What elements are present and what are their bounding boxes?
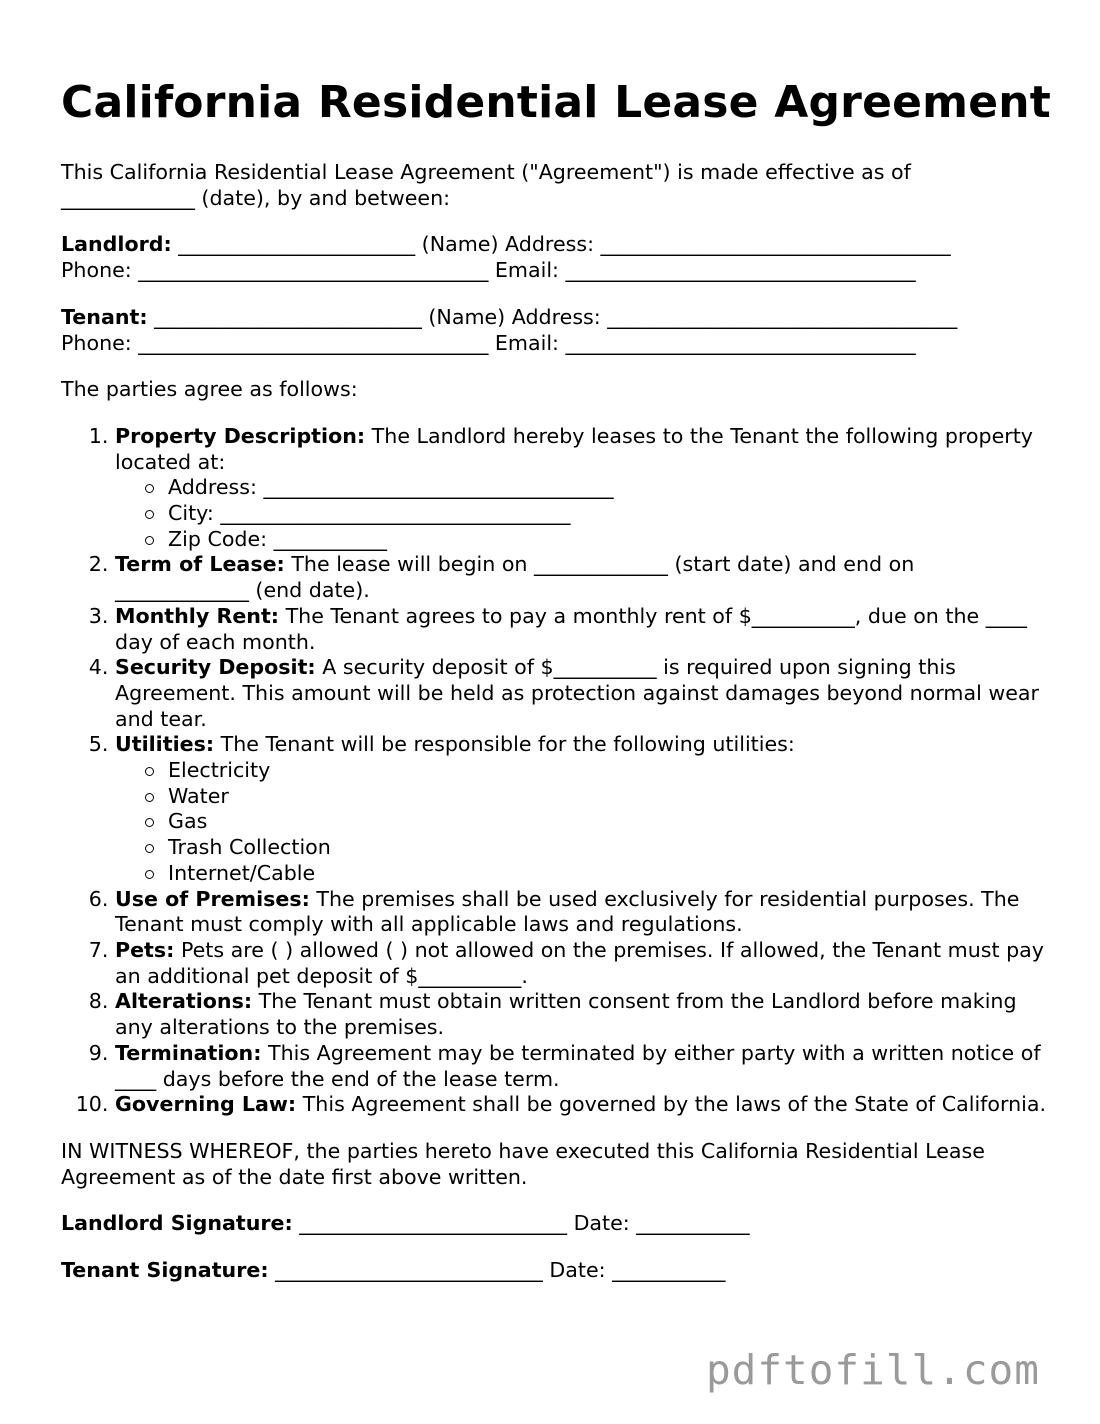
term-label: Governing Law: — [115, 1092, 297, 1117]
term-text: The Landlord hereby leases to the Tenant the following property located at: — [115, 423, 1033, 474]
sub-item: Zip Code: ___________ — [168, 527, 1051, 553]
term-text: This Agreement may be terminated by either party with a written notice of ____ days before the end of the lease term. — [115, 1040, 1041, 1091]
term-item — [115, 989, 1051, 1040]
term-label: Utilities: — [115, 732, 215, 757]
landlord-name-address: _______________________ (Name) Address: __________________________________ — [171, 232, 951, 257]
utilities-sublist — [115, 758, 1051, 887]
term-item — [115, 887, 1051, 938]
term-item — [115, 655, 1051, 732]
term-text: Pets are ( ) allowed ( ) not allowed on the premises. If allowed, the Tenant must pay an additional pet deposit of $__________. — [115, 937, 1044, 988]
term-item — [115, 1041, 1051, 1092]
watermark: pdftofill.com — [706, 1346, 1040, 1394]
term-label: Use of Premises: — [115, 886, 310, 911]
term-label: Pets: — [115, 937, 175, 962]
tenant-line-1 — [61, 305, 1051, 331]
document-page — [61, 76, 1051, 1284]
term-text: The Tenant will be responsible for the following utilities: — [214, 732, 795, 757]
term-item — [115, 424, 1051, 553]
term-text: The lease will begin on _____________ (start date) and end on _____________ (end date). — [115, 552, 915, 603]
term-item — [115, 938, 1051, 989]
term-item — [115, 552, 1051, 603]
term-text: A security deposit of $__________ is required upon signing this Agreement. This amount will be held as protection against damages beyond normal wear and tear. — [115, 655, 1039, 731]
property-sublist — [115, 475, 1051, 552]
landlord-label: Landlord: — [61, 232, 172, 257]
sub-item: Electricity — [168, 758, 1051, 784]
tenant-name-address: __________________________ (Name) Address: __________________________________ — [147, 304, 958, 329]
witness-paragraph: IN WITNESS WHEREOF, the parties hereto have executed this California Residential Lease Agreement as of the date first above written. — [61, 1138, 985, 1189]
term-text: The Tenant agrees to pay a monthly rent of $__________, due on the ____ day of each month. — [115, 603, 1027, 654]
tenant-label: Tenant: — [61, 304, 148, 329]
term-label: Monthly Rent: — [115, 603, 280, 628]
tenant-signature-blank: __________________________ Date: ___________ — [268, 1258, 726, 1283]
tenant-block — [61, 305, 1051, 356]
sub-item: City: __________________________________ — [168, 501, 1051, 527]
landlord-signature-line — [61, 1211, 1051, 1237]
landlord-signature-label: Landlord Signature: — [61, 1211, 293, 1236]
term-text: This Agreement shall be governed by the laws of the State of California. — [296, 1092, 1047, 1117]
term-item — [115, 1092, 1051, 1118]
agree-statement: The parties agree as follows: — [61, 377, 358, 402]
sub-item: Internet/Cable — [168, 861, 1051, 887]
landlord-phone-email: Phone: __________________________________ Email: __________________________________ — [61, 258, 916, 283]
term-item — [115, 604, 1051, 655]
sub-item: Water — [168, 784, 1051, 810]
term-text: The premises shall be used exclusively for residential purposes. The Tenant must comply with all applicable laws and regulations. — [115, 886, 1020, 937]
tenant-signature-line — [61, 1258, 1051, 1284]
term-text: The Tenant must obtain written consent from the Landlord before making any alterations to the premises. — [115, 989, 1017, 1040]
intro-paragraph: This California Residential Lease Agreement ("Agreement") is made effective as of _____________ (date), by and between: — [61, 160, 911, 210]
tenant-signature-label: Tenant Signature: — [61, 1258, 269, 1283]
term-label: Termination: — [115, 1040, 262, 1065]
term-item — [115, 732, 1051, 886]
document-title: California Residential Lease Agreement — [61, 77, 1051, 128]
tenant-phone-email: Phone: __________________________________ Email: __________________________________ — [61, 330, 916, 355]
landlord-signature-blank: __________________________ Date: ___________ — [292, 1211, 750, 1236]
term-label: Security Deposit: — [115, 655, 316, 680]
term-label: Term of Lease: — [115, 552, 285, 577]
sub-item: Gas — [168, 809, 1051, 835]
landlord-block — [61, 232, 1051, 283]
sub-item: Address: __________________________________ — [168, 475, 1051, 501]
landlord-line-1 — [61, 232, 1051, 258]
term-label: Property Description: — [115, 423, 366, 448]
sub-item: Trash Collection — [168, 835, 1051, 861]
term-label: Alterations: — [115, 989, 253, 1014]
terms-list — [61, 424, 1051, 1118]
